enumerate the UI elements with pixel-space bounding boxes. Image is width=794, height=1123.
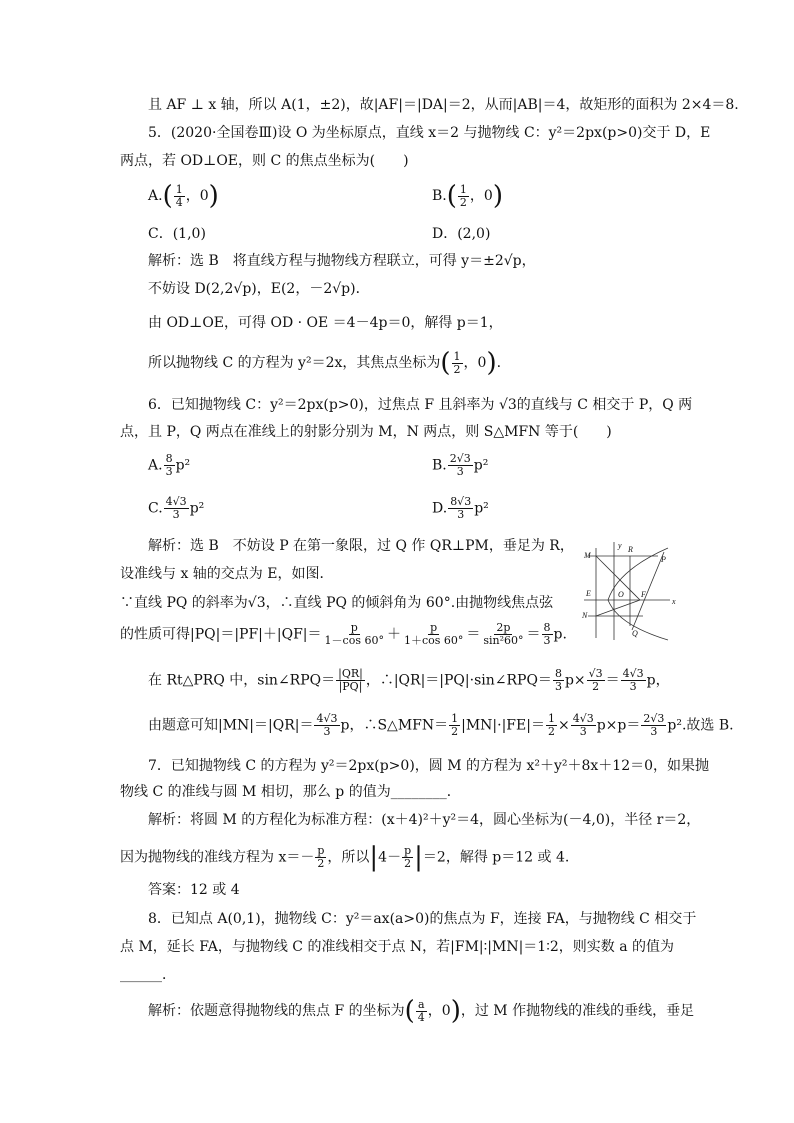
q7-solution-2: 因为抛物线的准线方程为 x＝－ $\frac{p}{2}$ ，所以|4－ $\frac{p}{2}$ |＝2，解得 p＝12 或 4. [120, 842, 570, 873]
q6-solution-4: 的性质可得|PQ|＝|PF|＋|QF|＝ $\frac{p}{1-\cos 60^\circ}$ ＋ $\frac{p}{1+\cos 60^\circ}$ ＝ $\frac{2p}{\text{sin²60°}}$ ＝ $\frac{8}{3}$ p. [120, 621, 567, 647]
q6-solution-5: 在 Rt△PRQ 中，sin∠RPQ＝ $\frac{|QR|}{|PQ|}$ ，∴|QR|＝|PQ|·sin∠RPQ＝ $\frac{8}{3}$ p× $\frac{√3}{2}$ ＝ $\frac{4√3}{3}$ p， [148, 667, 670, 693]
q8-solution-1: 解析：依题意得抛物线的焦点 F 的坐标为( $\frac{a}{4}$ ，0)，过 M 作抛物线的准线的垂线，垂足 [148, 996, 695, 1026]
label-y: y [618, 541, 622, 550]
label-e: E [586, 589, 591, 598]
q6-solution-2: 设准线与 x 轴的交点为 E，如图． [120, 566, 334, 582]
label-n: N [582, 611, 588, 620]
fraction: $\frac{1}{2}$ [459, 182, 467, 209]
q5-solution-1: 解析：选 B 将直线方程与抛物线方程联立，可得 y＝±2√p， [148, 253, 536, 269]
q5-option-a: A.( $\frac{1}{4}$ ，0) [148, 181, 219, 211]
parabola-curve [608, 548, 668, 640]
q7-solution-1: 解析：将圆 M 的方程化为标准方程：(x＋4)²＋y²＝4，圆心坐标为(－4,0)，半径 r＝2， [148, 812, 701, 828]
text-line-1: 且 AF ⊥ x 轴，所以 A(1，±2)，故|AF|＝|DA|＝2，从而|AB|＝4，故矩形的面积为 2×4＝8. [148, 97, 739, 113]
q6-solution-3: ∵直线 PQ 的斜率为√3，∴直线 PQ 的倾斜角为 60°.由抛物线焦点弦 [120, 595, 554, 611]
question-8-line-1: 8．已知点 A(0,1)，抛物线 C：y²＝ax(a>0)的焦点为 F，连接 FA，与抛物线 C 相交于 [148, 911, 697, 927]
question-8-line-3: ______． [120, 967, 176, 983]
q5-option-d: D．(2,0) [432, 226, 491, 242]
option-label: A. [148, 188, 163, 204]
fraction: $\frac{1}{4}$ [175, 182, 183, 209]
parabola-figure [578, 540, 678, 645]
label-p: P [661, 555, 666, 564]
q5-option-c: C．(1,0) [148, 226, 206, 242]
line-pq [632, 552, 664, 630]
question-6-line-1: 6．已知抛物线 C：y²＝2px(p>0)，过焦点 F 且斜率为 √3的直线与 C 相交于 P，Q 两 [148, 397, 693, 413]
label-f: F [641, 590, 646, 599]
q7-answer: 答案：12 或 4 [148, 882, 240, 898]
question-5-line-2: 两点，若 OD⊥OE，则 C 的焦点坐标为( ) [120, 153, 409, 169]
q6-option-a: A. $\frac{8}{3}$ p² [148, 452, 191, 478]
q6-solution-6: 由题意可知|MN|＝|QR|＝ $\frac{4√3}{3}$ p，∴S△MFN＝ $\frac{1}{2}$ |MN|·|FE|＝ $\frac{1}{2}$ × $\frac{4√3}{3}$ p×p＝ $\frac{2√3}{3}$ p².故选 B. [148, 712, 734, 738]
label-m: M [584, 551, 591, 560]
q5-solution-3: 由 OD⊥OE，可得 OD · OE ＝4－4p＝0，解得 p＝1， [148, 315, 503, 331]
question-6-line-2: 点，且 P，Q 两点在准线上的射影分别为 M，N 两点，则 S△MFN 等于( ) [120, 424, 612, 440]
q5-option-b: B.( $\frac{1}{2}$ ，0) [432, 181, 503, 211]
option-label: B. [432, 188, 447, 204]
label-r: R [628, 545, 633, 554]
q6-option-d: D. $\frac{8√3}{3}$ p² [432, 495, 489, 521]
label-o: O [618, 590, 624, 599]
label-x: x [672, 597, 676, 606]
question-7-line-2: 物线 C 的准线与圆 M 相切，那么 p 的值为________． [120, 784, 461, 800]
q6-option-b: B. $\frac{2√3}{3}$ p² [432, 452, 489, 478]
q5-solution-4: 所以抛物线 C 的方程为 y²＝2x，其焦点坐标为( $\frac{1}{2}$ ，0). [148, 348, 502, 378]
question-8-line-2: 点 M，延长 FA，与抛物线 C 的准线相交于点 N，若|FM|∶|MN|＝1∶2，则实数 a 的值为 [120, 939, 675, 955]
q6-solution-1: 解析：选 B 不妨设 P 在第一象限，过 Q 作 QR⊥PM，垂足为 R， [148, 538, 574, 554]
question-7-line-1: 7．已知抛物线 C 的方程为 y²＝2px(p>0)，圆 M 的方程为 x²＋y²＋8x＋12＝0，如果抛 [148, 758, 710, 774]
line-nf [596, 600, 640, 616]
q6-option-c: C. $\frac{4√3}{3}$ p² [148, 495, 205, 521]
label-q: Q [632, 629, 638, 638]
q5-solution-2: 不妨设 D(2,2√p)，E(2，－2√p)． [148, 281, 370, 297]
question-5-line-1: 5．(2020·全国卷Ⅲ)设 O 为坐标原点，直线 x＝2 与抛物线 C：y²＝2px(p>0)交于 D，E [148, 125, 711, 141]
